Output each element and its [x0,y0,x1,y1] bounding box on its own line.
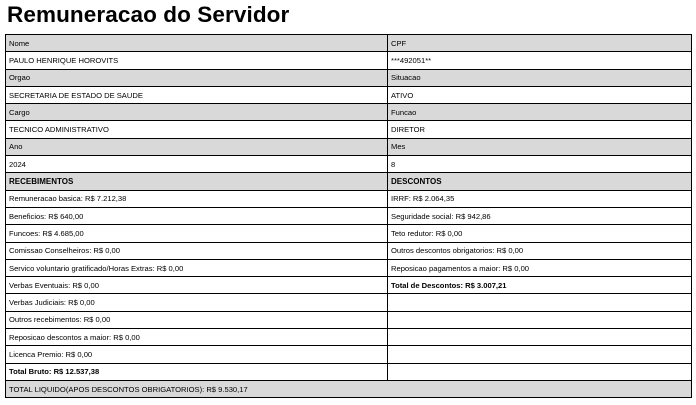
info-value-row [6,52,692,69]
detail-row [6,259,692,276]
empty-cell [388,294,692,311]
info-value-row [6,121,692,138]
detail-row [6,225,692,242]
detail-row [6,346,692,363]
detail-row [6,242,692,259]
receipt-item: Outros recebimentos: R$ 0,00 [6,311,388,328]
section-header-row [6,173,692,190]
total-descontos: Total de Descontos: R$ 3.007,21 [388,277,692,294]
empty-cell [388,346,692,363]
receipt-item: Verbas Judiciais: R$ 0,00 [6,294,388,311]
net-total: TOTAL LIQUIDO(APOS DESCONTOS OBRIGATORIOS): R$ 9.530,17 [6,380,692,397]
receipt-item: Remuneracao basica: R$ 7.212,38 [6,190,388,207]
detail-row [6,311,692,328]
receipt-item: Beneficios: R$ 640,00 [6,207,388,224]
section-header-recebimentos: RECEBIMENTOS [6,173,388,190]
net-total-row [6,380,692,397]
remuneration-table-body [6,35,692,398]
field-label: Mes [388,138,692,155]
field-label: Funcao [388,104,692,121]
deduction-item: Seguridade social: R$ 942,86 [388,207,692,224]
receipt-item: Funcoes: R$ 4.685,00 [6,225,388,242]
receipt-item: Verbas Eventuais: R$ 0,00 [6,277,388,294]
field-value: 8 [388,156,692,173]
field-value: 2024 [6,156,388,173]
empty-cell [388,311,692,328]
empty-cell [388,329,692,346]
receipt-item: Servico voluntario gratificado/Horas Extras: R$ 0,00 [6,259,388,276]
receipt-item: Licenca Premio: R$ 0,00 [6,346,388,363]
field-label: Ano [6,138,388,155]
section-header-descontos: DESCONTOS [388,173,692,190]
empty-cell [388,363,692,380]
deduction-item: IRRF: R$ 2.064,35 [388,190,692,207]
field-label: CPF [388,35,692,52]
total-bruto: Total Bruto: R$ 12.537,38 [6,363,388,380]
field-value: SECRETARIA DE ESTADO DE SAUDE [6,86,388,103]
detail-row [6,207,692,224]
field-label: Orgao [6,69,388,86]
detail-row [6,329,692,346]
deduction-item: Reposicao pagamentos a maior: R$ 0,00 [388,259,692,276]
field-value: ATIVO [388,86,692,103]
page-title: Remuneracao do Servidor [7,2,290,27]
receipt-item: Comissao Conselheiros: R$ 0,00 [6,242,388,259]
info-label-row [6,35,692,52]
receipt-item: Reposicao descontos a maior: R$ 0,00 [6,329,388,346]
info-value-row [6,156,692,173]
deduction-item: Outros descontos obrigatorios: R$ 0,00 [388,242,692,259]
detail-row [6,190,692,207]
detail-row [6,277,692,294]
info-label-row [6,104,692,121]
info-value-row [6,86,692,103]
field-label: Situacao [388,69,692,86]
info-label-row [6,69,692,86]
field-value: DIRETOR [388,121,692,138]
deduction-item: Teto redutor: R$ 0,00 [388,225,692,242]
field-label: Cargo [6,104,388,121]
field-value: PAULO HENRIQUE HOROVITS [6,52,388,69]
field-value: ***492051** [388,52,692,69]
detail-row [6,294,692,311]
remuneration-table [5,34,692,398]
field-label: Nome [6,35,388,52]
detail-row [6,363,692,380]
field-value: TECNICO ADMINISTRATIVO [6,121,388,138]
info-label-row [6,138,692,155]
